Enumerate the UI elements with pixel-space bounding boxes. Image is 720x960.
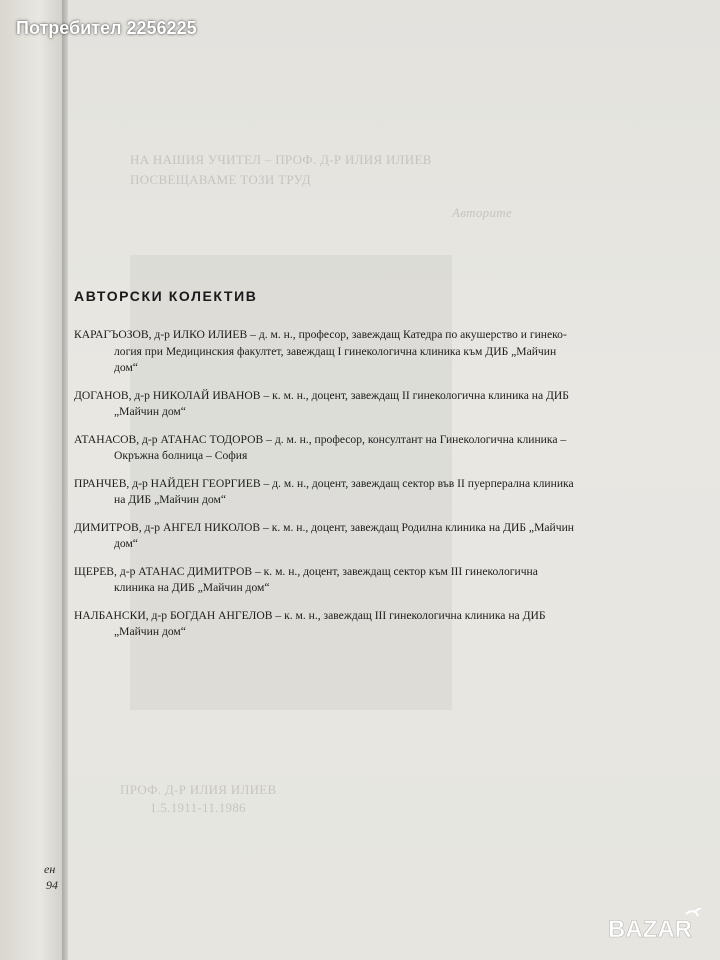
show-through-line: ПРОФ. Д-Р ИЛИЯ ИЛИЕВ — [120, 782, 277, 797]
author-description-cont: дом“ — [114, 361, 138, 374]
author-description-cont: логия при Медицинския факултет, завеждащ I гинекологична клиника към ДИБ „Майчин — [114, 344, 557, 358]
author-description-cont: „Майчин дом“ — [114, 625, 186, 638]
author-description: – д. м. н., професор, завеждащ Катедра по акушерство и гинеко- — [247, 328, 567, 341]
show-through-line: 1.5.1911-11.1986 — [150, 800, 246, 815]
author-name: ЩЕРЕВ, д-р АТАНАС ДИМИТРОВ — [74, 564, 253, 578]
author-description: – д. м. н., доцент, завеждащ сектор във II пуерперална клиника — [260, 476, 574, 490]
author-entry — [74, 520, 640, 553]
author-name: КАРАГЪОЗОВ, д-р ИЛКО ИЛИЕВ — [74, 328, 248, 341]
author-entry — [74, 327, 640, 377]
author-name: ДИМИТРОВ, д-р АНГЕЛ НИКОЛОВ — [74, 520, 261, 534]
author-description: – к. м. н., завеждащ III гинекологична клиника на ДИБ — [272, 608, 546, 622]
author-name: НАЛБАНСКИ, д-р БОГДАН АНГЕЛОВ — [74, 608, 273, 622]
left-page — [0, 0, 66, 960]
author-entry — [74, 608, 640, 641]
author-description-cont: клиника на ДИБ „Майчин дом“ — [114, 581, 270, 594]
author-description-cont: на ДИБ „Майчин дом“ — [114, 493, 226, 506]
author-name: ПРАНЧЕВ, д-р НАЙДЕН ГЕОРГИЕВ — [74, 476, 261, 490]
author-description-cont: дом“ — [114, 537, 138, 550]
author-list — [74, 327, 640, 652]
page-title: АВТОРСКИ КОЛЕКТИВ — [74, 288, 258, 304]
show-through-line: НА НАШИЯ УЧИТЕЛ – ПРОФ. Д-Р ИЛИЯ ИЛИЕВ — [130, 152, 432, 167]
author-name: ДОГАНОВ, д-р НИКОЛАЙ ИВАНОВ — [74, 388, 261, 402]
author-entry — [74, 388, 640, 421]
show-through-line: Авторите — [452, 205, 513, 220]
author-entry — [74, 476, 640, 509]
left-page-fragment: ен — [44, 862, 56, 876]
author-description-cont: „Майчин дом“ — [114, 405, 186, 418]
author-name: АТАНАСОВ, д-р АТАНАС ТОДОРОВ — [74, 432, 264, 446]
show-through-line: ПОСВЕЩАВАМЕ ТОЗИ ТРУД — [130, 172, 311, 187]
author-description: – к. м. н., доцент, завеждащ Родилна клиника на ДИБ „Майчин — [260, 520, 574, 534]
author-entry — [74, 432, 640, 465]
user-watermark: Потребител 2256225 — [16, 18, 197, 38]
logo-text: BAZAR — [608, 916, 692, 943]
bazar-logo-icon — [606, 908, 710, 948]
author-description: – к. м. н., доцент, завеждащ II гинекологична клиника на ДИБ — [260, 388, 569, 402]
left-page-fragment: 94 — [46, 878, 58, 892]
author-description: – д. м. н., професор, консултант на Гинекологична клиника – — [263, 432, 567, 446]
author-description-cont: Окръжна болница – София — [114, 449, 248, 462]
logo-smile-icon — [686, 908, 702, 916]
author-description: – к. м. н., доцент, завеждащ сектор към III гинекологична — [252, 564, 538, 578]
author-entry — [74, 564, 640, 597]
